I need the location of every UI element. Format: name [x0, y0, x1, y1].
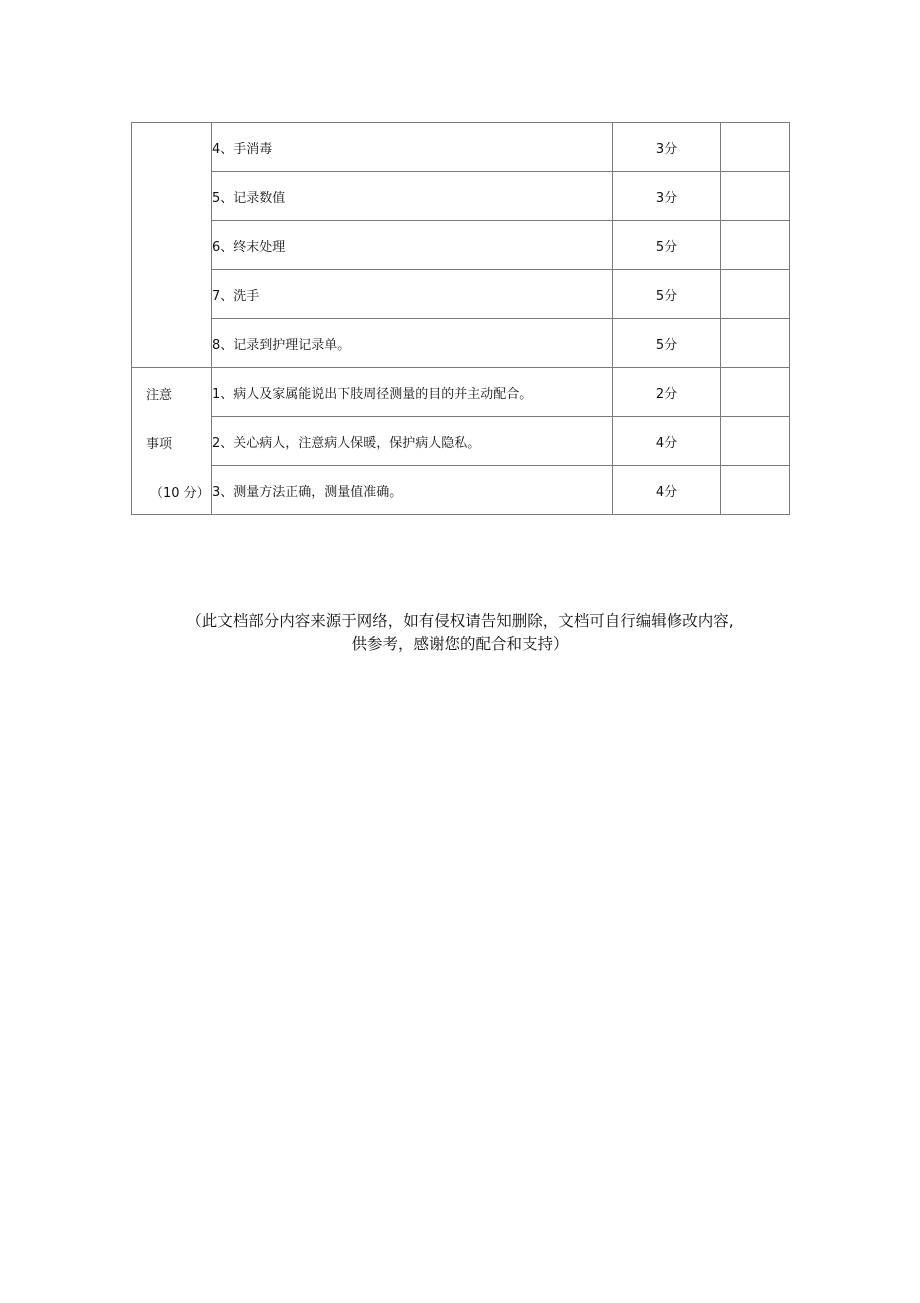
item-cell: 6、终末处理: [212, 221, 613, 270]
score-cell: 3分: [613, 123, 721, 172]
table-row: [132, 417, 790, 466]
score-cell: 4分: [613, 466, 721, 515]
item-cell: 8、记录到护理记录单。: [212, 319, 613, 368]
item-cell: 4、手消毒: [212, 123, 613, 172]
category-label-line3: （10 分）: [150, 486, 210, 501]
item-cell: 5、记录数值: [212, 172, 613, 221]
table-row: [132, 270, 790, 319]
disclaimer-line2: 供参考，感谢您的配合和支持）: [351, 635, 569, 653]
category-cell-empty: [132, 123, 212, 368]
extra-cell: [721, 319, 790, 368]
extra-cell: [721, 123, 790, 172]
extra-cell: [721, 172, 790, 221]
table-row: [132, 319, 790, 368]
table-row: [132, 466, 790, 515]
category-cell: [132, 368, 212, 515]
extra-cell: [721, 270, 790, 319]
disclaimer-line1: （此文档部分内容来源于网络，如有侵权请告知删除，文档可自行编辑修改内容,: [186, 612, 734, 630]
score-cell: 4分: [613, 417, 721, 466]
item-cell: 7、洗手: [212, 270, 613, 319]
category-label-line2: 事项: [146, 437, 173, 452]
extra-cell: [721, 368, 790, 417]
extra-cell: [721, 466, 790, 515]
category-label-line1: 注意: [146, 388, 173, 403]
score-cell: 5分: [613, 319, 721, 368]
table-row: [132, 123, 790, 172]
item-cell: 3、测量方法正确，测量值准确。: [212, 466, 613, 515]
extra-cell: [721, 221, 790, 270]
table-row: [132, 221, 790, 270]
table-row: [132, 172, 790, 221]
extra-cell: [721, 417, 790, 466]
item-cell: 2、关心病人，注意病人保暖，保护病人隐私。: [212, 417, 613, 466]
score-cell: 2分: [613, 368, 721, 417]
table-row: [132, 368, 790, 417]
score-cell: 3分: [613, 172, 721, 221]
score-cell: 5分: [613, 221, 721, 270]
disclaimer-note: [0, 610, 920, 656]
item-cell: 1、病人及家属能说出下肢周径测量的目的并主动配合。: [212, 368, 613, 417]
scoring-table: [131, 122, 790, 515]
score-cell: 5分: [613, 270, 721, 319]
